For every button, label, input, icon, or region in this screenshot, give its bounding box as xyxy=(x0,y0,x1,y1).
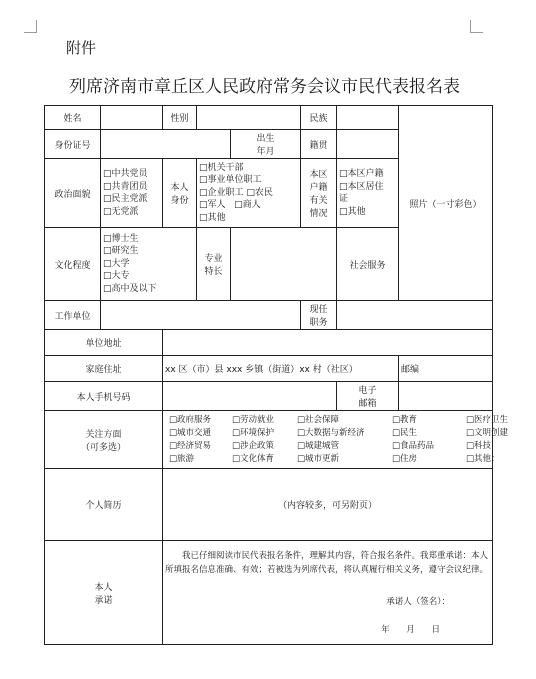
checkbox-merchant[interactable]: □商人 xyxy=(234,200,261,211)
email-field[interactable] xyxy=(399,382,493,411)
checkbox-concern-civility[interactable]: □文明创建 xyxy=(466,428,509,438)
checkbox-concern-education[interactable]: □教育 xyxy=(392,415,418,425)
specialty-field[interactable] xyxy=(231,228,337,301)
unit-address-label: 单位地址 xyxy=(45,330,163,356)
checkbox-concern-urban-renewal[interactable]: □城市更新 xyxy=(297,454,340,464)
form-title: 列席济南市章丘区人民政府常务会议市民代表报名表 xyxy=(69,77,460,97)
checkbox-concern-employment[interactable]: □劳动就业 xyxy=(232,415,275,425)
education-label: 文化程度 xyxy=(45,228,101,301)
id-number-label: 身份证号 xyxy=(45,130,101,159)
pledge-label: 本人 承诺 xyxy=(45,541,163,645)
social-service-label: 社会服务 xyxy=(337,228,399,301)
checkbox-enterprise[interactable]: □企业职工 xyxy=(199,187,244,198)
phone-label: 本人手机号码 xyxy=(45,382,163,411)
checkbox-democratic-party[interactable]: □民主党派 xyxy=(103,194,148,204)
gender-label: 性别 xyxy=(163,106,197,130)
name-field[interactable] xyxy=(101,106,163,130)
corner-mark-right xyxy=(470,20,483,33)
education-options[interactable] xyxy=(101,228,197,301)
registration-form xyxy=(44,105,509,645)
checkbox-concern-environment[interactable]: □环境保护 xyxy=(232,428,275,438)
home-address-field[interactable]: xx 区（市）县 xxx 乡镇（街道）xx 村（社区） xyxy=(163,356,399,382)
position-field[interactable] xyxy=(337,301,493,330)
checkbox-identity-other[interactable]: □其他 xyxy=(199,212,226,223)
native-place-field[interactable] xyxy=(337,130,399,159)
work-unit-field[interactable] xyxy=(101,301,301,330)
checkbox-concern-trade[interactable]: □经济贸易 xyxy=(169,441,212,451)
checkbox-concern-urban-management[interactable]: □城建城管 xyxy=(297,441,340,451)
checkbox-high-school[interactable]: □高中及以下 xyxy=(103,283,157,294)
position-label: 现任 职务 xyxy=(301,301,337,330)
residence-label: 本区 户籍 有关 情况 xyxy=(301,159,337,228)
unit-address-field[interactable] xyxy=(163,330,493,356)
checkbox-concern-gov-service[interactable]: □政府服务 xyxy=(169,415,212,425)
checkbox-concern-other[interactable]: □其他： xyxy=(466,454,500,464)
home-address-label: 家庭住址 xyxy=(45,356,163,382)
checkbox-concern-food-drug[interactable]: □食品药品 xyxy=(392,441,435,451)
checkbox-cadre[interactable]: □机关干部 xyxy=(199,162,244,173)
phone-field[interactable] xyxy=(163,382,337,411)
checkbox-no-party[interactable]: □无党派 xyxy=(103,206,139,217)
checkbox-concern-traffic[interactable]: □城市交通 xyxy=(169,428,212,438)
pledge-text: 我已仔细阅读市民代表报名条件，理解其内容，符合报名条件。我郑重承诺：本人所填报名信息准确、有效；若被选为列席代表，将认真履行相关义务，遵守会议纪律。 xyxy=(165,550,489,575)
checkbox-military[interactable]: □军人 xyxy=(199,200,226,211)
ethnicity-label: 民族 xyxy=(301,106,337,130)
specialty-label: 专业 特长 xyxy=(197,228,231,301)
concerns-options[interactable] xyxy=(163,411,509,469)
corner-mark-left xyxy=(24,20,37,33)
identity-label: 本人 身份 xyxy=(163,159,197,228)
photo-box[interactable] xyxy=(399,106,493,301)
identity-options[interactable] xyxy=(197,159,301,228)
checkbox-residence-other[interactable]: □其他 xyxy=(339,206,366,217)
checkbox-college[interactable]: □大专 xyxy=(103,271,130,282)
postcode-cell[interactable] xyxy=(399,356,493,382)
checkbox-residence-permit[interactable]: □本区居住 xyxy=(339,181,384,192)
political-status-label: 政治面貌 xyxy=(45,159,101,228)
pledge-content xyxy=(163,541,493,645)
id-number-field[interactable] xyxy=(101,130,231,159)
checkbox-concern-social-security[interactable]: □社会保障 xyxy=(297,415,340,425)
political-status-options[interactable] xyxy=(101,159,163,228)
checkbox-doctorate[interactable]: □博士生 xyxy=(103,233,139,244)
checkbox-concern-enterprise-policy[interactable]: □涉企政策 xyxy=(232,441,275,451)
resume-field[interactable] xyxy=(163,469,493,541)
checkbox-local-hukou[interactable]: □本区户籍 xyxy=(339,169,384,179)
checkbox-farmer[interactable]: □农民 xyxy=(246,187,273,198)
name-label: 姓名 xyxy=(45,106,101,130)
residence-permit-suffix: 证 xyxy=(339,194,349,204)
checkbox-concern-big-data[interactable]: □大数据与新经济 xyxy=(297,428,365,438)
photo-label: 照片（一寸彩色） xyxy=(409,199,482,210)
residence-options[interactable] xyxy=(337,159,399,228)
birth-date-label: 出生 年月 xyxy=(231,130,301,159)
checkbox-concern-livelihood[interactable]: □民生 xyxy=(392,428,418,438)
postcode-label: 邮编 xyxy=(401,365,420,375)
checkbox-party-member[interactable]: □中共党员 xyxy=(103,169,148,179)
gender-field[interactable] xyxy=(197,106,301,130)
email-label: 电子 邮箱 xyxy=(337,382,399,411)
resume-label: 个人简历 xyxy=(45,469,163,541)
checkbox-concern-culture-sports[interactable]: □文化体育 xyxy=(232,454,275,464)
concerns-label: 关注方面 （可多选） xyxy=(45,411,163,469)
checkbox-concern-technology[interactable]: □科技 xyxy=(466,441,492,451)
date-label: 年 月 日 xyxy=(381,624,440,635)
checkbox-postgraduate[interactable]: □研究生 xyxy=(103,246,139,257)
resume-note: （内容较多，可另附页） xyxy=(277,501,377,511)
signature-label: 承诺人（签名）： xyxy=(386,596,450,607)
checkbox-concern-tourism[interactable]: □旅游 xyxy=(169,454,195,464)
checkbox-concern-housing[interactable]: □住房 xyxy=(392,454,418,464)
checkbox-concern-healthcare[interactable]: □医疗卫生 xyxy=(466,415,509,425)
ethnicity-field[interactable] xyxy=(337,106,399,130)
checkbox-university[interactable]: □大学 xyxy=(103,258,130,269)
checkbox-public-institution[interactable]: □事业单位职工 xyxy=(199,175,262,186)
work-unit-label: 工作单位 xyxy=(45,301,101,330)
attachment-label: 附件 xyxy=(66,39,97,57)
native-place-label: 籍贯 xyxy=(301,130,337,159)
checkbox-youth-league[interactable]: □共青团员 xyxy=(103,181,148,192)
